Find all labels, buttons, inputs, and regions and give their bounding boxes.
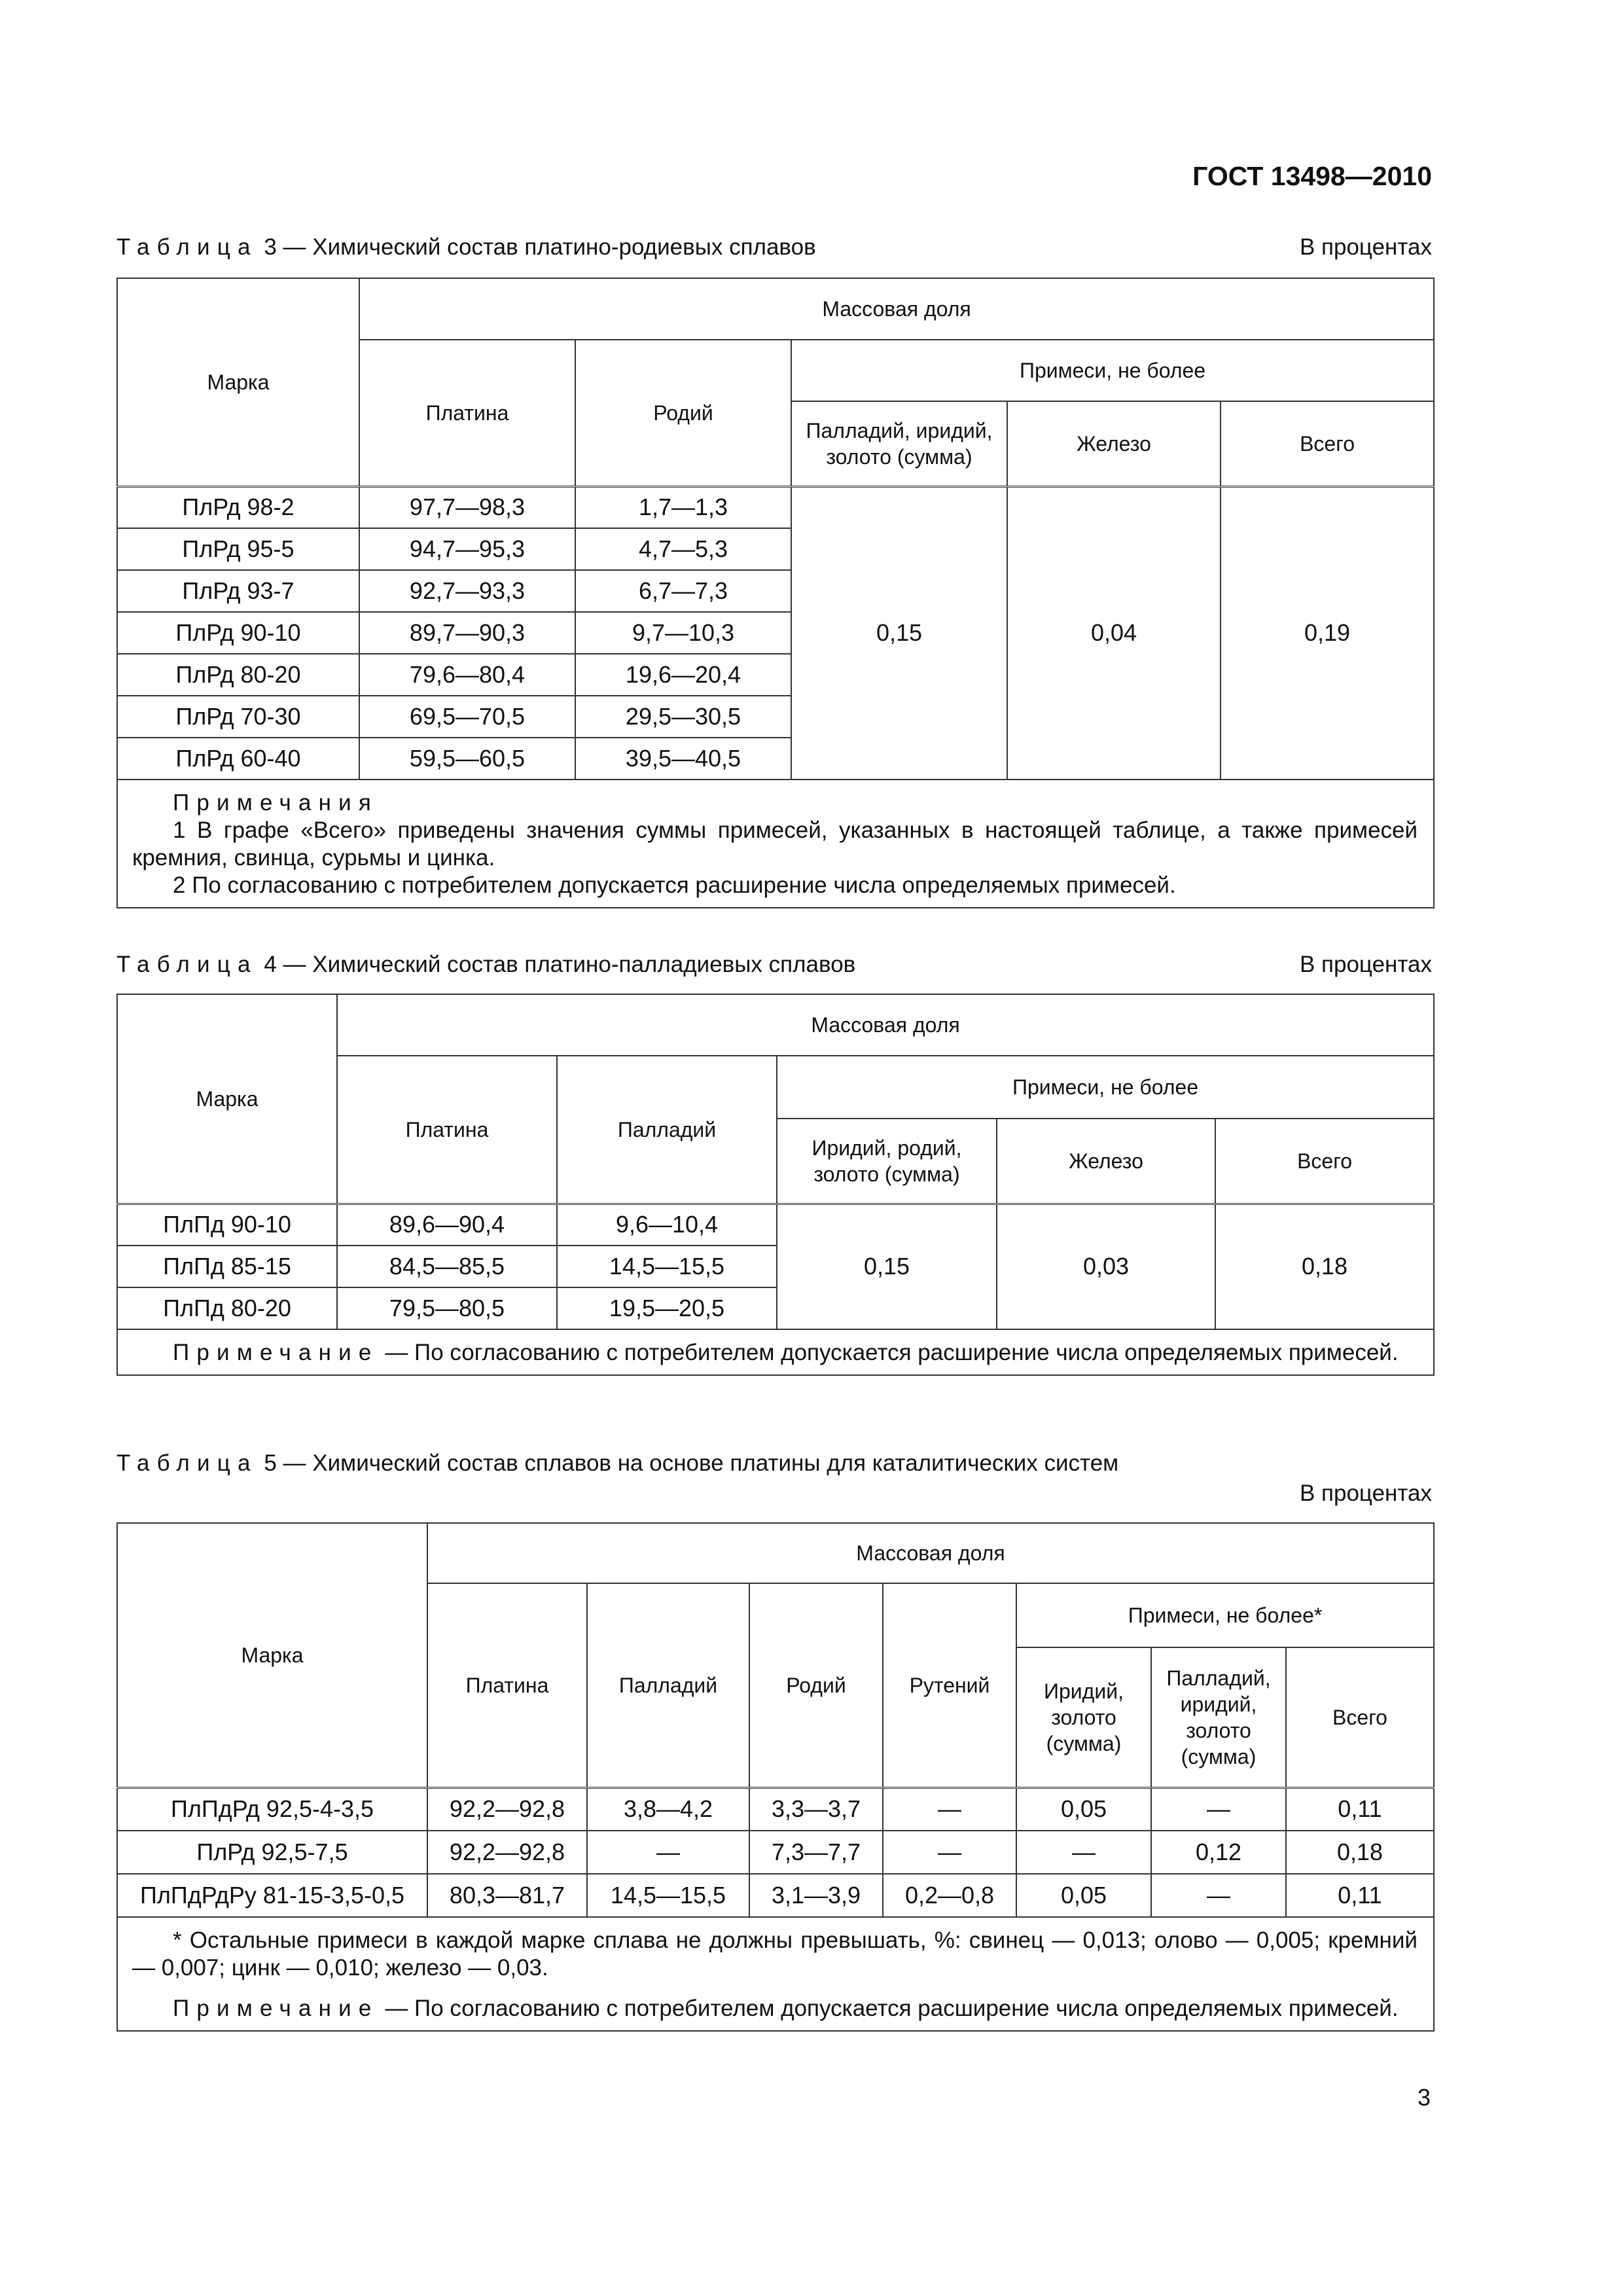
table4-caption [116, 952, 855, 978]
table5-footnote-and-note [117, 1917, 1434, 2031]
grade-cell: ПлПд 90-10 [117, 1204, 337, 1246]
table3-header-iron: Железо [1007, 401, 1221, 486]
table3-header-platinum: Платина [359, 340, 575, 486]
rhodium-cell: 6,7—7,3 [575, 570, 791, 612]
table5-header-platinum: Платина [427, 1583, 587, 1787]
iron-cell: 0,03 [997, 1204, 1215, 1329]
rhodium-cell: 4,7—5,3 [575, 528, 791, 570]
table4-header-grade: Марка [117, 994, 337, 1204]
grade-cell: ПлРд 92,5-7,5 [117, 1831, 427, 1874]
rhodium-cell: 39,5—40,5 [575, 738, 791, 780]
table-row [117, 1831, 1434, 1874]
table4-note-text: — По согласованию с потребителем допускается расширение числа определяемых примесей. [378, 1340, 1399, 1365]
rhodium-cell: 19,6—20,4 [575, 654, 791, 696]
table4-header-mass-fraction: Массовая доля [337, 994, 1434, 1056]
table3-header-pd-ir-au: Палладий, иридий, золото (сумма) [791, 401, 1007, 486]
table5-header-rhodium: Родий [749, 1583, 883, 1787]
table5-header-mass-fraction: Массовая доля [427, 1523, 1434, 1583]
pd-ir-au-cell: 0,15 [791, 486, 1007, 780]
document-id: ГОСТ 13498—2010 [1192, 161, 1432, 191]
grade-cell: ПлРд 98-2 [117, 486, 359, 528]
palladium-cell: 3,8—4,2 [587, 1787, 749, 1831]
platinum-cell: 92,7—93,3 [359, 570, 575, 612]
table4-caption-word: Таблица [116, 952, 258, 977]
table4-header-impurities: Примеси, не более [777, 1056, 1434, 1119]
grade-cell: ПлПдРд 92,5-4-3,5 [117, 1787, 427, 1831]
platinum-cell: 92,2—92,8 [427, 1831, 587, 1874]
grade-cell: ПлПд 80-20 [117, 1287, 337, 1329]
table3-notes-title: Примечания [173, 790, 379, 816]
table4-units: В процентах [1299, 952, 1432, 977]
table5-header-ir-au: Иридий, золото (сумма) [1016, 1647, 1151, 1787]
platinum-cell: 97,7—98,3 [359, 486, 575, 528]
rhodium-cell: 29,5—30,5 [575, 696, 791, 738]
table-row [117, 1787, 1434, 1831]
page-number: 3 [1417, 2084, 1431, 2111]
ir-au-cell: 0,05 [1016, 1787, 1151, 1831]
table3 [116, 278, 1435, 908]
table5-caption [116, 1450, 1118, 1477]
grade-cell: ПлПд 85-15 [117, 1246, 337, 1287]
total-cell: 0,11 [1286, 1787, 1434, 1831]
table4-header-ir-rh-au: Иридий, родий, золото (сумма) [777, 1119, 997, 1204]
platinum-cell: 69,5—70,5 [359, 696, 575, 738]
table5-footnote-row [117, 1917, 1434, 2031]
palladium-cell: 14,5—15,5 [557, 1246, 777, 1287]
platinum-cell: 84,5—85,5 [337, 1246, 557, 1287]
grade-cell: ПлРд 95-5 [117, 528, 359, 570]
table3-caption [116, 234, 816, 260]
table3-header-grade: Марка [117, 278, 359, 486]
table3-header-total: Всего [1221, 401, 1434, 486]
table5-caption-title: 5 — Химический состав сплавов на основе платины для каталитических систем [257, 1450, 1119, 1476]
grade-cell: ПлРд 60-40 [117, 738, 359, 780]
table3-notes-row [117, 780, 1434, 908]
rhodium-cell: 7,3—7,7 [749, 1831, 883, 1874]
table4 [116, 994, 1435, 1376]
palladium-cell: 9,6—10,4 [557, 1204, 777, 1246]
table3-caption-word: Таблица [116, 234, 258, 260]
table5-header-palladium: Палладий [587, 1583, 749, 1787]
table5-header-pd-ir-au: Палладий, иридий, золото (сумма) [1151, 1647, 1286, 1787]
platinum-cell: 92,2—92,8 [427, 1787, 587, 1831]
table3-header-impurities: Примеси, не более [791, 340, 1434, 401]
total-cell: 0,11 [1286, 1874, 1434, 1917]
table3-notes [117, 780, 1434, 908]
ir-au-cell: — [1016, 1831, 1151, 1874]
platinum-cell: 89,7—90,3 [359, 612, 575, 654]
table4-note-word: Примечание [173, 1340, 379, 1365]
platinum-cell: 79,5—80,5 [337, 1287, 557, 1329]
table5-header-impurities: Примеси, не более* [1016, 1583, 1434, 1647]
ruthenium-cell: 0,2—0,8 [883, 1874, 1016, 1917]
platinum-cell: 94,7—95,3 [359, 528, 575, 570]
grade-cell: ПлРд 93-7 [117, 570, 359, 612]
table4-header-palladium: Палладий [557, 1056, 777, 1204]
total-cell: 0,19 [1221, 486, 1434, 780]
rhodium-cell: 3,1—3,9 [749, 1874, 883, 1917]
table5-header-grade: Марка [117, 1523, 427, 1787]
table5 [116, 1522, 1435, 2032]
platinum-cell: 79,6—80,4 [359, 654, 575, 696]
table5-header-total: Всего [1286, 1647, 1434, 1787]
table3-units: В процентах [1299, 234, 1432, 260]
table4-header-iron: Железо [997, 1119, 1215, 1204]
table4-caption-title: 4 — Химический состав платино-палладиевых сплавов [257, 952, 856, 977]
grade-cell: ПлРд 90-10 [117, 612, 359, 654]
platinum-cell: 89,6—90,4 [337, 1204, 557, 1246]
platinum-cell: 80,3—81,7 [427, 1874, 587, 1917]
table5-units: В процентах [1299, 1480, 1432, 1506]
ruthenium-cell: — [883, 1787, 1016, 1831]
pd-ir-au-cell: 0,12 [1151, 1831, 1286, 1874]
table3-note-2: 2 По согласованию с потребителем допускается расширение числа определяемых примесей. [173, 872, 1176, 898]
table-row [117, 1874, 1434, 1917]
table4-note-row [117, 1329, 1434, 1375]
palladium-cell: 14,5—15,5 [587, 1874, 749, 1917]
table4-note [117, 1329, 1434, 1375]
table5-note-word: Примечание [173, 1996, 379, 2021]
table-row [117, 1204, 1434, 1246]
iron-cell: 0,04 [1007, 486, 1221, 780]
table4-header-total: Всего [1215, 1119, 1434, 1204]
grade-cell: ПлПдРдРу 81-15-3,5-0,5 [117, 1874, 427, 1917]
platinum-cell: 59,5—60,5 [359, 738, 575, 780]
rhodium-cell: 1,7—1,3 [575, 486, 791, 528]
table3-note-1: 1 В графе «Всего» приведены значения суммы примесей, указанных в настоящей таблице, а также примесей кремния, свинца, сурьмы и цинка. [132, 817, 1418, 870]
rhodium-cell: 3,3—3,7 [749, 1787, 883, 1831]
grade-cell: ПлРд 70-30 [117, 696, 359, 738]
pd-ir-au-cell: — [1151, 1874, 1286, 1917]
table5-footnote: * Остальные примеси в каждой марке сплава не должны превышать, %: свинец — 0,013; олово — 0,005; кремний — 0,007; цинк — 0,010; железо — 0,03. [132, 1928, 1418, 1981]
table4-header-platinum: Платина [337, 1056, 557, 1204]
table5-note-text: — По согласованию с потребителем допускается расширение числа определяемых примесей. [378, 1996, 1399, 2021]
palladium-cell: — [587, 1831, 749, 1874]
palladium-cell: 19,5—20,5 [557, 1287, 777, 1329]
table5-caption-word: Таблица [116, 1450, 258, 1476]
table3-caption-title: 3 — Химический состав платино-родиевых сплавов [257, 234, 816, 260]
ruthenium-cell: — [883, 1831, 1016, 1874]
total-cell: 0,18 [1286, 1831, 1434, 1874]
ir-au-cell: 0,05 [1016, 1874, 1151, 1917]
grade-cell: ПлРд 80-20 [117, 654, 359, 696]
table3-header-mass-fraction: Массовая доля [359, 278, 1434, 340]
total-cell: 0,18 [1215, 1204, 1434, 1329]
table5-header-ruthenium: Рутений [883, 1583, 1016, 1787]
table-row [117, 486, 1434, 528]
rhodium-cell: 9,7—10,3 [575, 612, 791, 654]
pd-ir-au-cell: — [1151, 1787, 1286, 1831]
ir-rh-au-cell: 0,15 [777, 1204, 997, 1329]
table3-header-rhodium: Родий [575, 340, 791, 486]
